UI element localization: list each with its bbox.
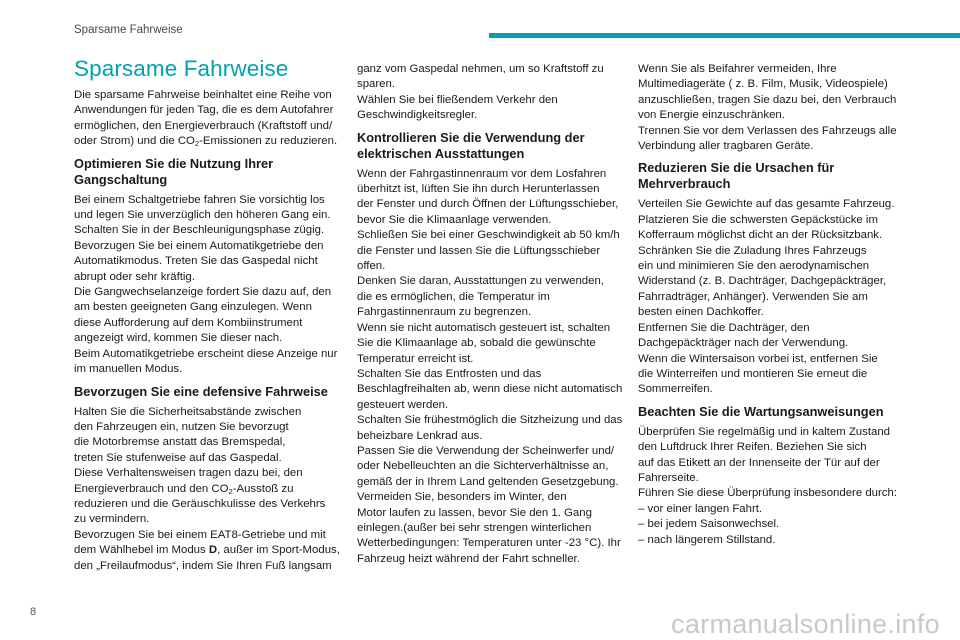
text-line: ein und minimieren Sie den aerodynamischen [638,260,870,273]
text-line: gemäß der in Ihrem Land geltenden Gesetzgebung. [357,475,619,488]
column-2 [357,62,629,567]
running-header: Sparsame Fahrweise [74,24,183,36]
text-line: ermöglichen, den Energieverbrauch (Kraftstoff und/ [74,119,333,132]
multimedia-paragraph [638,62,913,154]
text-span: Energieverbrauch und den CO [74,482,229,495]
text-line: der Fenster und durch Öffnen der Lüftungsschieber, [357,198,619,211]
text-line: Wenn der Fahrgastinnenraum vor dem Losfahren [357,167,607,180]
text-line: Multimediageräte ( z. B. Film, Musik, Videospiele) [638,78,888,91]
text-line: Anwendungen für jeden Tag, die es dem Autofahrer [74,104,334,117]
text-line: Vermeiden Sie, besonders im Winter, den [357,491,567,504]
list-item: – vor einer langen Fahrt. [638,502,763,515]
text-line: angezeigt wird, kommen Sie dieser nach. [74,332,283,345]
text-line: Wenn Sie als Beifahrer vermeiden, Ihre [638,63,837,75]
text-line: die Fenster und lassen Sie die Lüftungsschieber [357,244,601,257]
page-title: Sparsame Fahrweise [74,56,289,81]
section-heading-defensive: Bevorzugen Sie eine defensive Fahrweise [74,383,328,399]
text-line: Beim Automatikgetriebe erscheint diese Anzeige nur [74,347,338,360]
text-line: Schließen Sie bei einer Geschwindigkeit ab 50 km/h [357,229,620,242]
text-line: am besten geeigneten Gang einzulegen. Wenn [74,301,312,314]
text-line [74,543,344,558]
text-line: Trennen Sie vor dem Verlassen des Fahrzeugs alle [638,124,897,137]
text-line: offen. [357,260,386,273]
text-line: Fahrradträger, Anhänger). Verwenden Sie am [638,290,868,303]
column-3 [638,62,913,548]
continued-paragraph [357,62,629,124]
text-line: Entfernen Sie die Dachträger, den [638,321,810,334]
text-line: Schalten Sie das Entfrosten und das [357,367,542,380]
text-line: Wenn sie nicht automatisch gesteuert ist, schalten [357,321,611,334]
watermark: carmanualsonline.info [671,609,940,639]
bold-mode-letter: D [208,544,218,557]
text-line: Passen Sie die Verwendung der Scheinwerfer und/ [357,444,615,457]
section-heading-gear: Optimieren Sie die Nutzung Ihrer Gangschaltung [74,155,274,187]
text-line: Die Gangwechselanzeige fordert Sie dazu auf, den [74,286,332,299]
text-line: Wählen Sie bei fließendem Verkehr den [357,93,558,106]
text-line: im manuellen Modus. [74,363,183,376]
subscript: 2 [194,139,200,149]
maintenance-paragraph [638,425,913,548]
text-span: dem Wählhebel im Modus [74,544,209,557]
text-line: besten einen Dachkoffer. [638,306,764,319]
text-line: den „Freilaufmodus“, indem Sie Ihren Fuß langsam [74,559,332,572]
text-line: Wetterbedingungen: Temperaturen unter -23 °C). Ihr [357,537,621,550]
text-line: Verbindung aller tragbaren Geräte. [638,140,814,153]
text-line: Bevorzugen Sie bei einem EAT8-Getriebe und mit [74,528,326,541]
defensive-paragraph [74,405,344,574]
text-line: von Energie einzuschränken. [638,109,785,122]
text-line: Schränken Sie die Zuladung Ihres Fahrzeugs [638,244,867,257]
text-line: Geschwindigkeitsregler. [357,109,478,122]
text-line: Sie die Klimaanlage ab, sobald die gewünschte [357,337,596,350]
text-line: den Fahrzeugen ein, nutzen Sie bevorzugt [74,420,289,433]
text-line: Bevorzugen Sie bei einem Automatikgetriebe den [74,239,324,252]
text-line: einlegen.(außer bei sehr strengen winterlichen [357,521,592,534]
text-span: , außer im Sport-Modus, [217,544,340,557]
text-line: Führen Sie diese Überprüfung insbesondere durch: [638,487,897,500]
text-span: -Ausstoß zu [232,482,294,495]
text-line: Wenn die Wintersaison vorbei ist, entfernen Sie [638,352,878,365]
electrical-paragraph [357,167,629,568]
text-line [74,482,344,497]
text-line: bevor Sie die Klimaanlage verwenden. [357,213,552,226]
text-line: abrupt oder sehr kräftig. [74,270,195,283]
text-line: Denken Sie daran, Ausstattungen zu verwenden, [357,275,604,288]
text-line: oder Nebelleuchten an die Sichterverhältnisse an, [357,460,609,473]
text-line: Bei einem Schaltgetriebe fahren Sie vorsichtig los [74,193,325,206]
text-line: zu vermindern. [74,513,150,526]
text-line: Halten Sie die Sicherheitsabstände zwischen [74,405,302,418]
text-span: oder Strom) und die CO [74,135,195,148]
text-line: überhitzt ist, lüften Sie ihn durch Herunterlassen [357,183,600,196]
text-line: den Luftdruck Ihrer Reifen. Beziehen Sie sich [638,441,867,454]
text-line: Sommerreifen. [638,383,713,396]
section-heading-electrical: Kontrollieren Sie die Verwendung der elektrischen Ausstattungen [357,129,585,161]
intro-paragraph [74,88,344,150]
list-item: – nach längerem Stillstand. [638,533,776,546]
text-line: Überprüfen Sie regelmäßig und in kaltem Zustand [638,425,890,438]
text-line: Fahrgastinnenraum zu begrenzen. [357,306,532,319]
text-line: reduzieren und die Geräuschkulisse des Verkehrs [74,497,326,510]
text-line: die Motorbremse anstatt das Bremspedal, [74,436,286,449]
text-line: treten Sie stufenweise auf das Gaspedal. [74,451,282,464]
page-number: 8 [30,606,37,618]
text-line: Widerstand (z. B. Dachträger, Dachgepäckträger, [638,275,887,288]
text-line: anzuschließen, tragen Sie dazu bei, den Verbrauch [638,93,897,106]
text-line: Kofferraum möglichst dicht an der Rücksitzbank. [638,229,883,242]
text-line: Fahrzeug heizt während der Fahrt schneller. [357,552,580,565]
text-line: Verteilen Sie Gewichte auf das gesamte Fahrzeug. [638,198,895,211]
text-line: die Winterreifen und montieren Sie erneut die [638,367,868,380]
column-1 [74,56,344,574]
text-line: ganz vom Gaspedal nehmen, um so Kraftstoff zu [357,63,604,75]
gear-paragraph [74,193,344,378]
consumption-paragraph [638,197,913,397]
text-line: Temperatur erreicht ist. [357,352,474,365]
text-line [74,134,344,149]
text-line: Die sparsame Fahrweise beinhaltet eine Reihe von [74,89,332,101]
section-heading-consumption: Reduzieren Sie die Ursachen für Mehrverbrauch [638,160,835,192]
text-line: Platzieren Sie die schwersten Gepäckstücke im [638,213,878,226]
text-line: Beschlagfreihalten ab, wenn diese nicht automatisch [357,383,623,396]
text-line: sparen. [357,78,395,91]
text-line: Schalten Sie frühestmöglich die Sitzheizung und das [357,414,623,427]
text-line: Schalten Sie in der Beschleunigungsphase zügig. [74,224,325,237]
text-line: beheizbare Lenkrad aus. [357,429,483,442]
subscript: 2 [228,486,233,496]
text-span: -Emissionen zu reduzieren. [199,135,338,148]
text-line: Motor laufen zu lassen, bevor Sie den 1. Gang [357,506,592,519]
text-line: Fahrerseite. [638,471,699,484]
section-heading-maintenance: Beachten Sie die Wartungsanweisungen [638,403,884,419]
text-line: gesteuert werden. [357,398,449,411]
text-line: die es ermöglichen, die Temperatur im [357,290,550,303]
text-line: auf das Etikett an der Innenseite der Tür auf der [638,456,880,469]
text-line: und legen Sie unverzüglich den höheren Gang ein. [74,209,331,222]
header-accent-bar [489,33,960,38]
text-line: diese Aufforderung auf dem Kombiinstrument [74,316,303,329]
text-line: Dachgepäckträger nach der Verwendung. [638,337,849,350]
list-item: – bei jedem Saisonwechsel. [638,518,780,531]
text-line: Diese Verhaltensweisen tragen dazu bei, den [74,467,303,480]
text-line: Automatikmodus. Treten Sie das Gaspedal nicht [74,255,318,268]
